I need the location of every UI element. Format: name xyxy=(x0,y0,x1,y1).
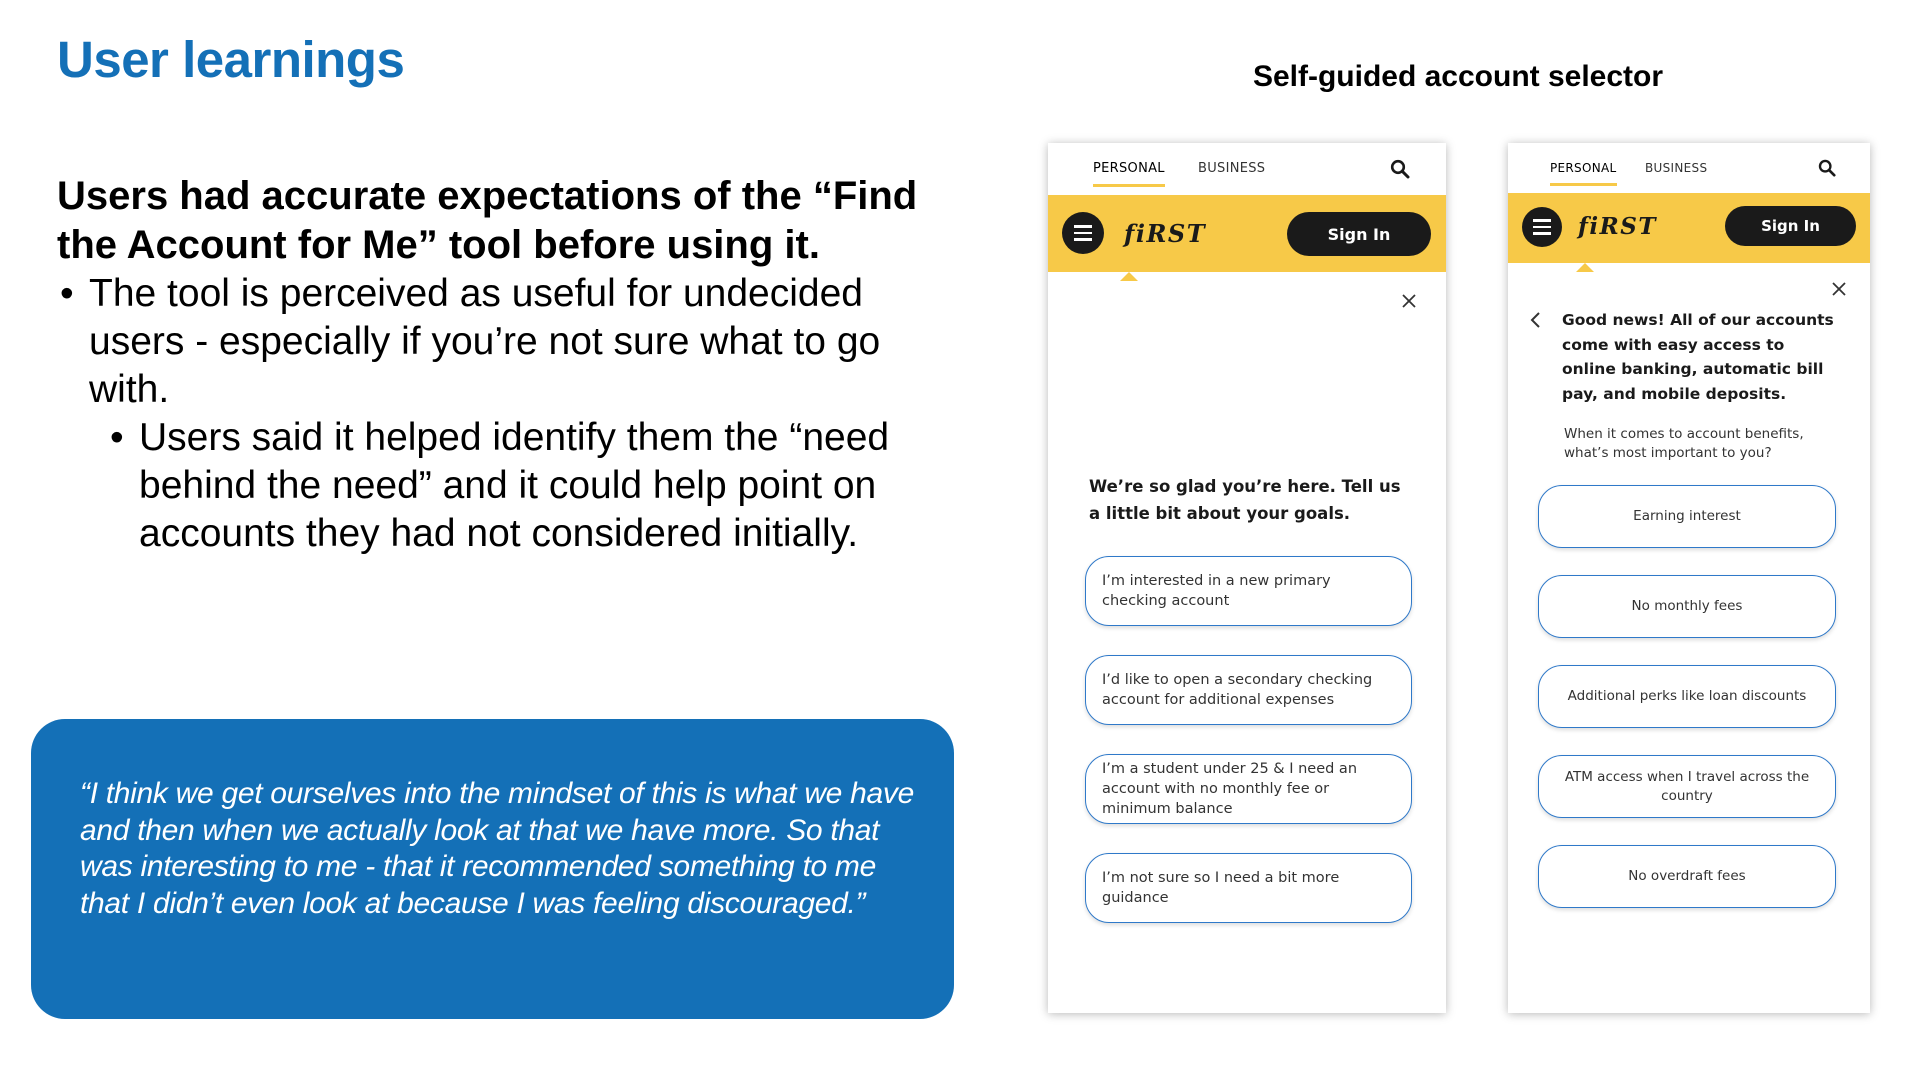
goals-screen-mockup xyxy=(1048,143,1446,1013)
mockups-title: Self-guided account selector xyxy=(1252,60,1664,93)
benefit-option[interactable]: No overdraft fees xyxy=(1538,845,1836,908)
benefits-prompt: Good news! All of our accounts come with easy access to online banking, automatic bill pay, and mobile deposits. xyxy=(1562,311,1834,403)
tab-personal[interactable]: PERSONAL xyxy=(1093,161,1165,176)
goals-prompt: We’re so glad you’re here. Tell us a little bit about your goals. xyxy=(1089,477,1401,523)
benefit-option[interactable]: Additional perks like loan discounts xyxy=(1538,665,1836,728)
bullet-dot: • xyxy=(60,272,74,315)
menu-icon xyxy=(1533,219,1551,235)
finding-heading: Users had accurate expectations of the “Find the Account for Me” tool before using it. xyxy=(57,174,918,267)
chevron-left-icon[interactable] xyxy=(1529,311,1543,329)
bullet-level-1 xyxy=(57,270,957,414)
goal-option[interactable]: I’m a student under 25 & I need an account with no monthly fee or minimum balance xyxy=(1085,754,1412,824)
menu-icon xyxy=(1074,225,1092,241)
user-quote: “I think we get ourselves into the mindset of this is what we have and then when we actually look at that we have more. So that was interesting to me - that it recommended something to me that I didn’t even look at because I was feeling discouraged.” xyxy=(80,777,914,920)
tab-indicator-notch xyxy=(1576,263,1594,272)
search-icon[interactable] xyxy=(1818,159,1836,177)
bullet-level-2 xyxy=(57,414,957,558)
tab-indicator-notch xyxy=(1120,272,1138,281)
benefit-option[interactable]: No monthly fees xyxy=(1538,575,1836,638)
tab-personal[interactable]: PERSONAL xyxy=(1550,161,1617,175)
brand-bar xyxy=(1508,193,1870,263)
close-icon[interactable] xyxy=(1401,293,1417,309)
menu-button[interactable] xyxy=(1522,207,1562,247)
benefits-subprompt: When it comes to account benefits, what’s most important to you? xyxy=(1564,426,1804,461)
search-icon[interactable] xyxy=(1390,159,1410,179)
top-nav xyxy=(1048,143,1446,195)
sign-in-button[interactable]: Sign In xyxy=(1287,212,1431,256)
goal-option[interactable]: I’m not sure so I need a bit more guidance xyxy=(1085,853,1412,923)
menu-button[interactable] xyxy=(1062,212,1104,254)
user-quote-box xyxy=(31,719,954,1019)
close-icon[interactable] xyxy=(1831,281,1847,297)
tab-business[interactable]: BUSINESS xyxy=(1645,161,1708,175)
first-logo: fiRST xyxy=(1124,219,1207,248)
benefit-option[interactable]: Earning interest xyxy=(1538,485,1836,548)
bullet-text: Users said it helped identify them the “need behind the need” and it could help point on accounts they had not considered initially. xyxy=(139,416,890,555)
slide-title: User learnings xyxy=(57,31,405,88)
benefit-option[interactable]: ATM access when I travel across the country xyxy=(1538,755,1836,818)
tab-business[interactable]: BUSINESS xyxy=(1198,161,1266,176)
bullet-dot: • xyxy=(110,416,124,459)
findings xyxy=(57,172,957,558)
goal-option[interactable]: I’d like to open a secondary checking account for additional expenses xyxy=(1085,655,1412,725)
bullet-text: The tool is perceived as useful for undecided users - especially if you’re not sure what to go with. xyxy=(89,272,881,411)
top-nav xyxy=(1508,143,1870,193)
benefits-screen-mockup xyxy=(1508,143,1870,1013)
sign-in-button[interactable]: Sign In xyxy=(1725,206,1856,246)
first-logo: fiRST xyxy=(1578,213,1657,240)
goal-option[interactable]: I’m interested in a new primary checking account xyxy=(1085,556,1412,626)
brand-bar xyxy=(1048,195,1446,272)
